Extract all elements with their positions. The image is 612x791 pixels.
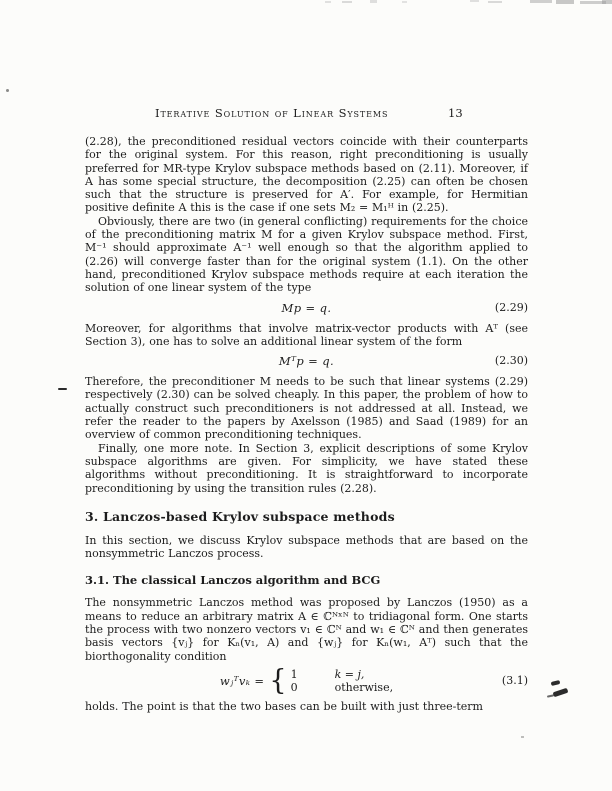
paragraph-4: Therefore, the preconditioner M needs to be such that linear systems (2.29) respectively (2.30) can be solved cheaply. In this paper, the problem of how to actually construct such preconditioners is not addressed at all. Instead, we refer the reader to the papers by Axelsson (1985) and Saad (1989) for an overview of common preconditioning techniques. <box>85 375 528 442</box>
paragraph-5: Finally, one more note. In Section 3, explicit descriptions of some Krylov subspace algorithms are given. For simplicity, we have stated these algorithms without preconditioning. It is straightforward to incorporate preconditioning by using the transition rules (2.28). <box>85 441 528 495</box>
case-value: 0 <box>290 680 298 694</box>
scan-noise <box>602 0 612 4</box>
scan-noise <box>325 1 331 3</box>
scan-artifact-margin-dash <box>58 388 67 390</box>
scan-noise <box>488 1 502 3</box>
scan-artifact-speck <box>521 736 524 738</box>
paragraph-2: Obviously, there are two (in general conflicting) requirements for the choice of the preconditioning matrix M for a given Krylov subspace method. First, M⁻¹ should approximate A⁻¹ well enough so that the algorithm applied to (2.26) will converge faster than for the original system (1.1). On the other hand, preconditioned Krylov subspace methods require at each iteration the solution of one linear system of the type <box>85 214 528 295</box>
case-row <box>291 681 393 694</box>
scan-noise <box>402 1 407 3</box>
scan-noise <box>530 0 552 3</box>
scan-artifact-smudge <box>551 680 561 686</box>
equation-formula: Mp = q. <box>281 300 332 315</box>
left-brace-glyph: { <box>269 664 287 697</box>
scan-noise <box>470 0 479 2</box>
paragraph-7: The nonsymmetric Lanczos method was proposed by Lanczos (1950) as a means to reduce an arbitrary matrix A ∈ ℂᴺˣᴺ to tridiagonal form. One starts the process with two nonzero vectors v₁ ∈ ℂᴺ and w₁ ∈ ℂᴺ and then generates basis vectors {vⱼ} for Kₙ(v₁, A) and {wⱼ} for Kₙ(w₁, Aᵀ) such that the biorthogonality condition <box>85 596 528 663</box>
scan-artifact-smudge <box>547 694 554 697</box>
equation-3-1 <box>85 664 528 697</box>
case-row <box>291 668 393 681</box>
page-content <box>85 106 528 713</box>
equation-number: (3.1) <box>501 673 528 687</box>
page-number: 13 <box>448 106 463 120</box>
running-header <box>85 106 528 120</box>
equation-number: (2.29) <box>494 300 528 314</box>
subsection-heading-3-1: 3.1. The classical Lanczos algorithm and BCG <box>85 573 381 588</box>
paragraph-6: In this section, we discuss Krylov subspace methods that are based on the nonsymmetric Lanczos process. <box>85 533 528 561</box>
case-condition: otherwise, <box>334 680 394 694</box>
paragraph-1: (2.28), the preconditioned residual vectors coincide with their counterparts for the original system. For this reason, right preconditioning is usually preferred for MR-type Krylov subspace methods based on (2.11). Moreover, if A has some special structure, the decomposition (2.25) can often be chosen such that the structure is preserved for A′. For example, for Hermitian positive definite A this is the case if one sets M₂ = M₁ᴴ in (2.25). <box>85 135 528 215</box>
equation-2-30 <box>85 354 528 368</box>
scan-artifact-smudge <box>553 688 569 697</box>
equation-number: (2.30) <box>494 354 528 368</box>
scan-artifact-speck <box>6 89 9 92</box>
paragraph-3: Moreover, for algorithms that involve matrix-vector products with Aᵀ (see Section 3), one has to solve an additional linear system of the form <box>85 321 528 348</box>
paragraph-8: holds. The point is that the two bases can be built with just three-term <box>85 699 483 713</box>
equation-lhs: wⱼᵀvₖ = <box>219 673 265 688</box>
scan-noise <box>370 0 377 3</box>
running-title: Iterative Solution of Linear Systems <box>155 106 389 120</box>
equation-2-29 <box>85 301 528 315</box>
equation-cases <box>291 668 393 694</box>
scan-noise <box>342 1 352 3</box>
case-value: 1 <box>290 667 298 681</box>
equation-formula: Mᵀp = q. <box>278 354 335 369</box>
section-heading-3: 3. Lanczos-based Krylov subspace methods <box>85 508 395 524</box>
scan-noise <box>556 0 574 4</box>
equation-group <box>219 664 394 697</box>
case-condition: k = j, <box>334 667 365 681</box>
